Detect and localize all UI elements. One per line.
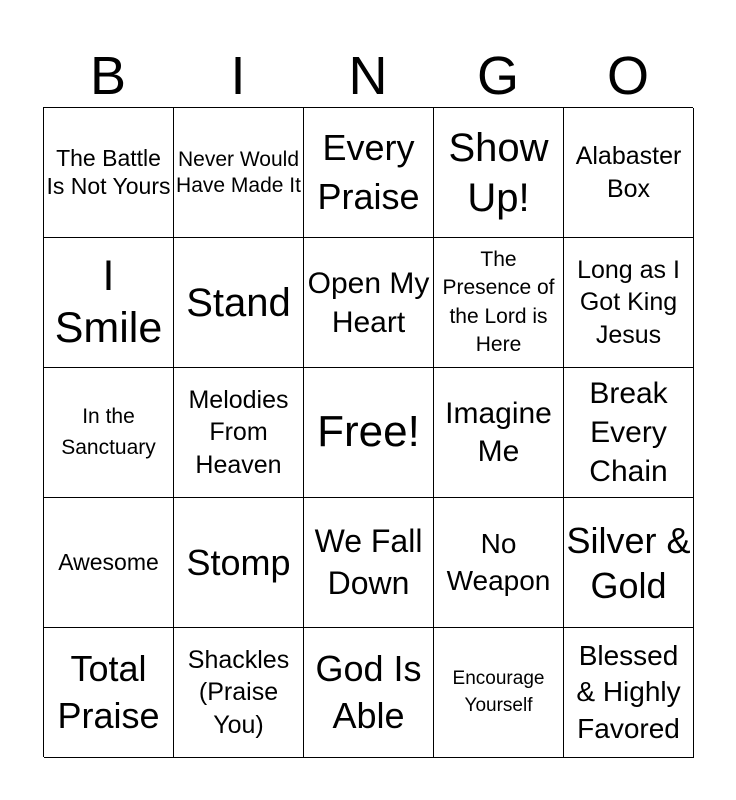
cell-label: In the Sanctuary [61,405,156,459]
cell-label: Blessed & Highly Favored [576,639,681,744]
cell-label: Stomp [186,541,291,583]
cell-label: Stand [186,280,291,325]
header-letter-b: B [89,46,127,106]
cell-label: Long as I Got King Jesus [577,255,680,349]
bingo-cell[interactable] [174,498,304,628]
bingo-cell[interactable] [174,628,304,758]
bingo-cell[interactable] [304,238,434,368]
bingo-cell[interactable] [564,238,694,368]
cell-label: Free! [317,407,420,457]
bingo-cell[interactable] [434,498,564,628]
bingo-cell[interactable] [44,238,174,368]
bingo-header [43,46,693,106]
cell-label: Awesome [58,548,159,575]
bingo-cell[interactable] [434,238,564,368]
bingo-cell[interactable] [434,108,564,238]
cell-label: Break Every Chain [589,377,668,488]
bingo-cell[interactable] [564,498,694,628]
cell-label: Every Praise [317,126,420,217]
cell-label: Shackles (Praise You) [187,645,290,739]
header-letter-o: O [606,46,649,106]
cell-label: Never Would Have Made It [176,148,301,197]
bingo-cell[interactable] [434,628,564,758]
bingo-cell[interactable] [44,368,174,498]
bingo-cell[interactable] [174,108,304,238]
bingo-cell[interactable] [564,108,694,238]
bingo-cell[interactable] [434,368,564,498]
cell-label: Alabaster Box [575,142,682,203]
cell-label: Open My Heart [307,266,430,339]
cell-label: Melodies From Heaven [188,385,289,479]
cell-label: Encourage Yourself [452,667,545,716]
cell-label: The Battle Is Not Yours [46,144,171,199]
bingo-cell[interactable] [564,628,694,758]
bingo-cell[interactable] [564,368,694,498]
cell-label: I Smile [54,251,163,352]
bingo-cell[interactable] [174,368,304,498]
bingo-cell[interactable] [304,368,434,498]
bingo-cell[interactable] [304,498,434,628]
cell-label: The Presence of the Lord is Here [442,247,555,356]
bingo-cell[interactable] [304,108,434,238]
bingo-cell[interactable] [44,108,174,238]
header-letter-g: G [476,46,519,106]
bingo-cell[interactable] [304,628,434,758]
bingo-cell[interactable] [44,498,174,628]
cell-label: God Is Able [315,647,422,736]
header-letter-n: N [348,46,388,106]
cell-label: Imagine Me [445,397,552,468]
header-letter-i: I [230,46,246,106]
cell-label: Total Praise [57,647,160,736]
cell-label: Silver & Gold [566,519,691,606]
bingo-cell[interactable] [174,238,304,368]
bingo-cell[interactable] [44,628,174,758]
bingo-card-grid [43,107,693,757]
cell-label: We Fall Down [314,522,423,601]
cell-label: No Weapon [446,528,551,596]
cell-label: Show Up! [448,125,549,220]
